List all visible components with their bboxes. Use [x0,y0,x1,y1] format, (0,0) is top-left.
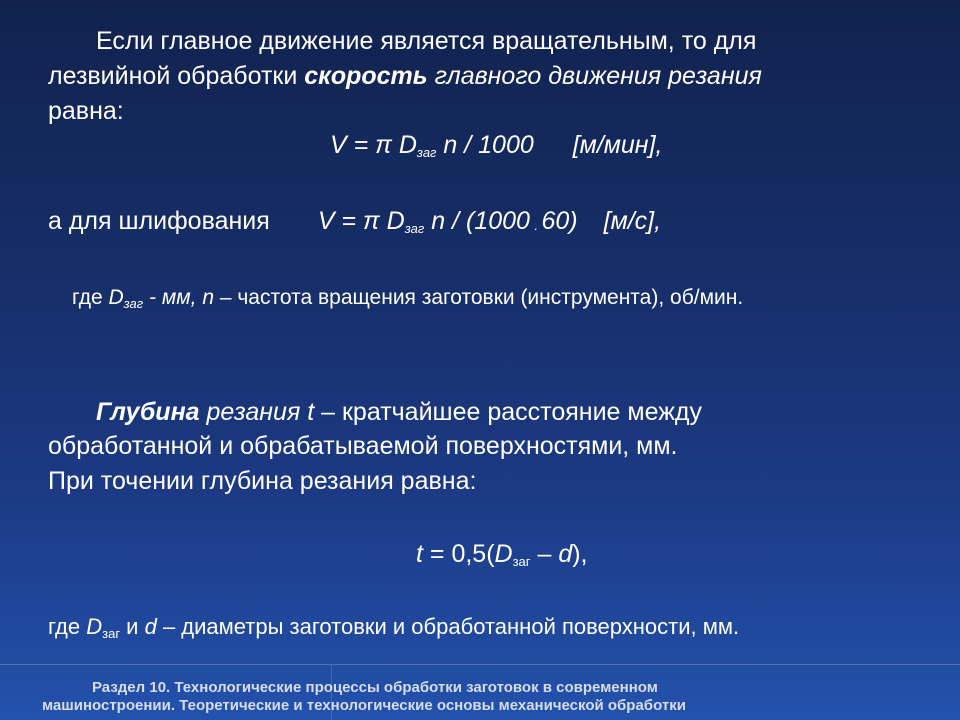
paragraph-depth-line2 [48,431,678,461]
formula-part: V = π D [317,207,405,235]
definition-depth-variables [48,612,739,642]
subscript: заг [512,554,531,569]
var-d-small: d [144,614,157,639]
paragraph-speed-line2 [48,61,762,91]
paragraph-depth-line3 [48,466,476,496]
footer-line-1: Раздел 10. Технологические процессы обработки заготовок в современном [92,679,658,696]
text: Если главное движение является вращательным, то для [96,27,757,55]
subscript: заг [404,221,425,236]
multiply-dot: · [529,221,542,236]
formula-part: V = π D [330,131,417,159]
formula-part: n / (1000 [424,207,530,235]
formula-part: = 0,5( [422,540,495,568]
text: лезвийной обработки [48,62,305,90]
formula-lathe-speed [330,130,662,160]
paragraph-depth-line1 [96,397,702,427]
formula-unit: [м/мин], [572,131,663,159]
subscript: заг [102,626,121,641]
text: обработанной и обрабатываемой поверхностями, мм. [48,432,678,460]
text: – частота вращения заготовки (инструмента), об/мин. [214,286,744,309]
text: и [120,614,145,639]
text: – кратчайшее расстояние между [314,398,703,426]
formula-part: – [530,540,559,568]
text: При точении глубина резания равна: [48,467,477,495]
formula-part: ), [572,540,588,568]
var-d: D [494,540,513,568]
paragraph-speed-line1 [96,26,756,56]
formula-unit: [м/с], [603,207,662,235]
formula-part: n / 1000 [436,131,534,159]
formula-lead: а для шлифования [48,207,270,235]
var-n: n [202,286,215,309]
formula-grinding-speed [48,206,661,236]
text-italic: резания t [199,398,315,426]
text: равна: [48,97,124,125]
paragraph-speed-line3 [48,96,124,126]
term-depth: Глубина [96,398,200,426]
formula-part: 60) [541,207,578,235]
text: где [48,614,87,639]
subscript: заг [123,296,144,311]
var-d-small: d [558,540,573,568]
text: – диаметры заготовки и обработанной поверхности, мм. [156,614,740,639]
footer-line-2: машиностроении. Теоретические и технологические основы механической обработки [42,697,686,714]
term-speed: скорость [304,62,428,90]
text-italic: - мм, [143,286,203,309]
var-d: D [108,286,124,309]
footer-divider [0,664,960,665]
var-d: D [86,614,103,639]
text: где [72,286,109,309]
subscript: заг [416,145,437,160]
definition-speed-variables [72,283,743,313]
formula-depth [416,539,588,569]
text-italic: главного движения резания [427,62,762,90]
var-t: t [416,540,423,568]
